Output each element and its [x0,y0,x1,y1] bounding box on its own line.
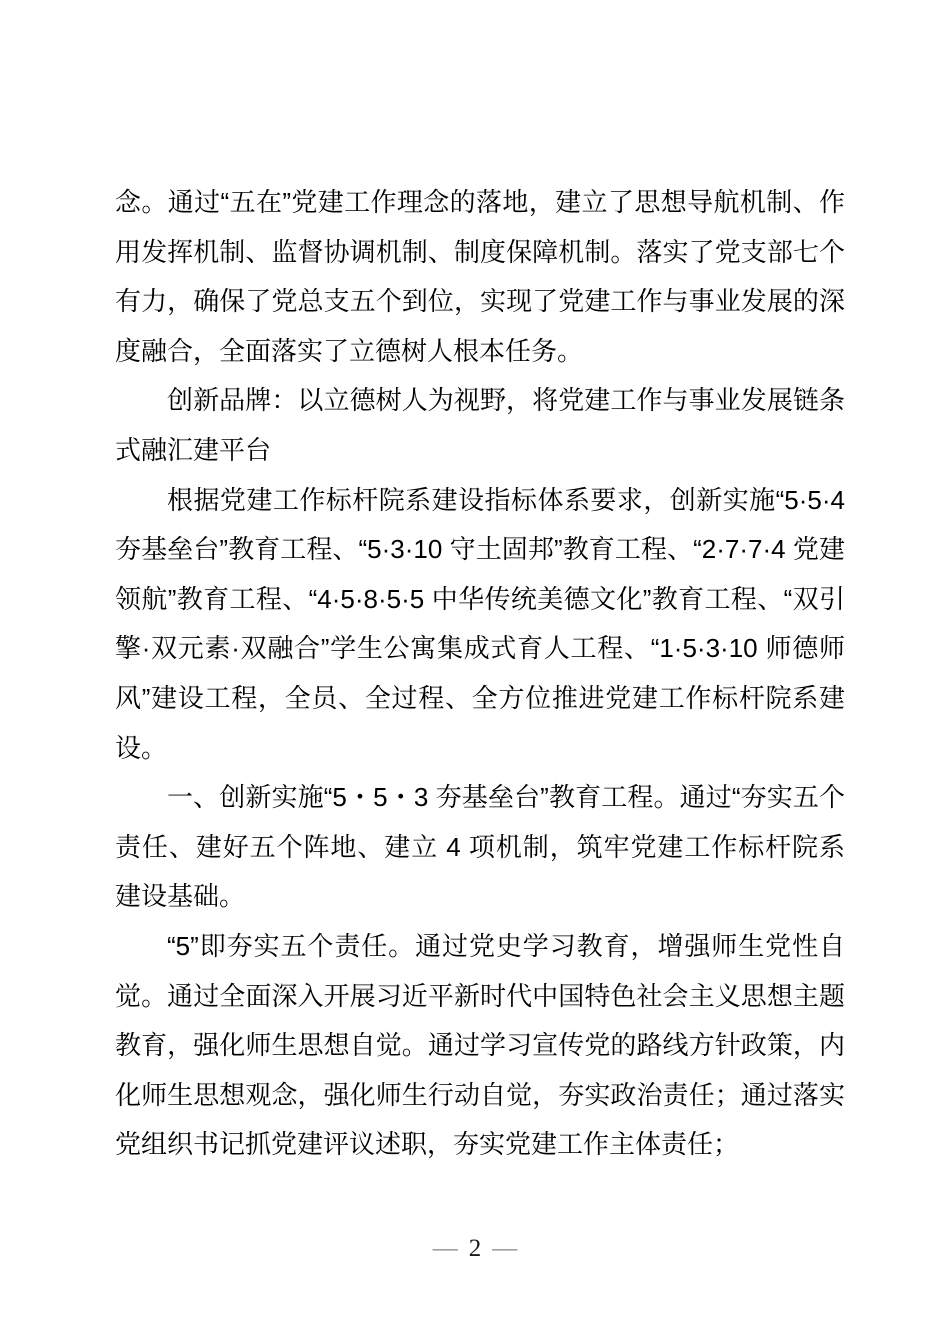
document-body [115,178,845,1170]
paragraph: 念。通过“五在”党建工作理念的落地，建立了思想导航机制、作用发挥机制、监督协调机制、制度保障机制。落实了党支部七个有力，确保了党总支五个到位，实现了党建工作与事业发展的深度融合，全面落实了立德树人根本任务。 [115,187,845,366]
paragraph: 一、创新实施“5・5・3 夯基垒台”教育工程。通过“夯实五个责任、建好五个阵地、建立 4 项机制，筑牢党建工作标杆院系建设基础。 [115,782,845,912]
page-number: 2 [468,1235,482,1262]
footer-dash-right: — [492,1235,518,1262]
page-footer [0,1234,950,1264]
paragraph: 根据党建工作标杆院系建设指标体系要求，创新实施“5·5·4 夯基垒台”教育工程、“5·3·10 守土固邦”教育工程、“2·7·7·4 党建领航”教育工程、“4·5·8·5·5 中华传统美德文化”教育工程、“双引擎·双元素·双融合”学生公寓集成式育人工程、“1·5·3·10 师德师风”建设工程，全员、全过程、全方位推进党建工作标杆院系建设。 [115,484,845,763]
paragraph: 创新品牌：以立德树人为视野，将党建工作与事业发展链条式融汇建平台 [115,385,845,465]
footer-dash-left: — [432,1235,458,1262]
paragraph: “5”即夯实五个责任。通过党史学习教育，增强师生党性自觉。通过全面深入开展习近平新时代中国特色社会主义思想主题教育，强化师生思想自觉。通过学习宣传党的路线方针政策，内化师生思想观念，强化师生行动自觉，夯实政治责任；通过落实党组织书记抓党建评议述职，夯实党建工作主体责任； [115,930,845,1160]
